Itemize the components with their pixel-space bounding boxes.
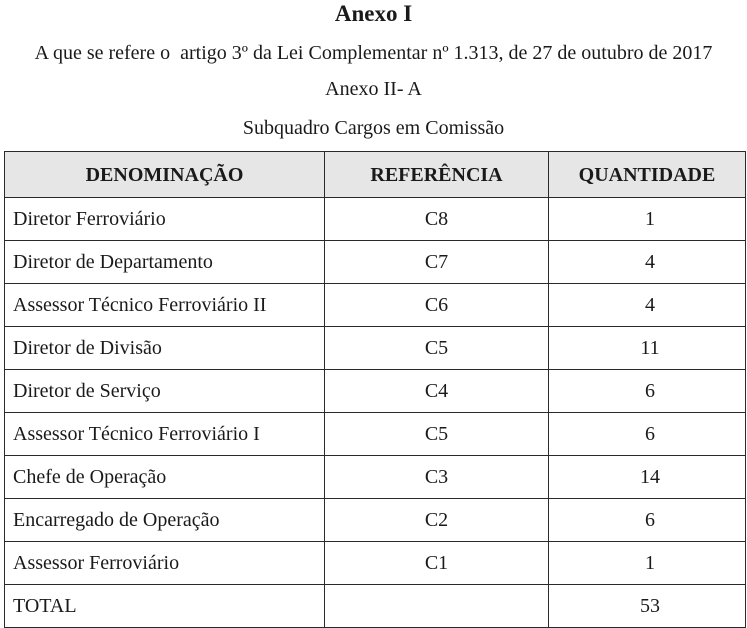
subquadro-label: Subquadro Cargos em Comissão	[242, 117, 505, 139]
total-referencia	[325, 585, 549, 628]
header-row	[5, 152, 746, 198]
table-row	[5, 198, 746, 241]
cell-referencia: C1	[325, 542, 549, 585]
cell-referencia: C4	[325, 370, 549, 413]
cell-quantidade: 6	[549, 413, 746, 456]
table-row	[5, 542, 746, 585]
annex-label: Anexo II- A	[325, 78, 422, 100]
cell-quantidade: 6	[549, 499, 746, 542]
cell-quantidade: 4	[549, 241, 746, 284]
table-row	[5, 499, 746, 542]
total-quantidade: 53	[549, 585, 746, 628]
cell-denominacao: Diretor de Serviço	[5, 370, 325, 413]
cell-denominacao: Diretor de Departamento	[5, 241, 325, 284]
cell-denominacao: Chefe de Operação	[5, 456, 325, 499]
header-referencia: REFERÊNCIA	[325, 152, 549, 198]
table-row	[5, 456, 746, 499]
total-label: TOTAL	[5, 585, 325, 628]
header-quantidade: QUANTIDADE	[549, 152, 746, 198]
table-row	[5, 327, 746, 370]
table-row	[5, 370, 746, 413]
document-title: Anexo I	[334, 1, 413, 26]
cell-denominacao: Diretor de Divisão	[5, 327, 325, 370]
cell-denominacao: Assessor Ferroviário	[5, 542, 325, 585]
cell-quantidade: 6	[549, 370, 746, 413]
cell-quantidade: 1	[549, 198, 746, 241]
cell-quantidade: 11	[549, 327, 746, 370]
cell-referencia: C7	[325, 241, 549, 284]
cell-referencia: C5	[325, 413, 549, 456]
total-row	[5, 585, 746, 628]
cell-quantidade: 4	[549, 284, 746, 327]
cell-quantidade: 1	[549, 542, 746, 585]
cell-referencia: C8	[325, 198, 549, 241]
table-body	[5, 198, 746, 628]
cell-denominacao: Encarregado de Operação	[5, 499, 325, 542]
cargos-table	[4, 151, 746, 628]
cell-referencia: C3	[325, 456, 549, 499]
table-row	[5, 413, 746, 456]
header-denominacao: DENOMINAÇÃO	[5, 152, 325, 198]
cell-denominacao: Assessor Técnico Ferroviário I	[5, 413, 325, 456]
cell-denominacao: Diretor Ferroviário	[5, 198, 325, 241]
cell-quantidade: 14	[549, 456, 746, 499]
cell-denominacao: Assessor Técnico Ferroviário II	[5, 284, 325, 327]
table-row	[5, 284, 746, 327]
cell-referencia: C6	[325, 284, 549, 327]
cell-referencia: C5	[325, 327, 549, 370]
cell-referencia: C2	[325, 499, 549, 542]
document-subtitle: A que se refere o artigo 3º da Lei Complementar nº 1.313, de 27 de outubro de 2017	[34, 42, 713, 64]
table-row	[5, 241, 746, 284]
table-header	[5, 152, 746, 198]
